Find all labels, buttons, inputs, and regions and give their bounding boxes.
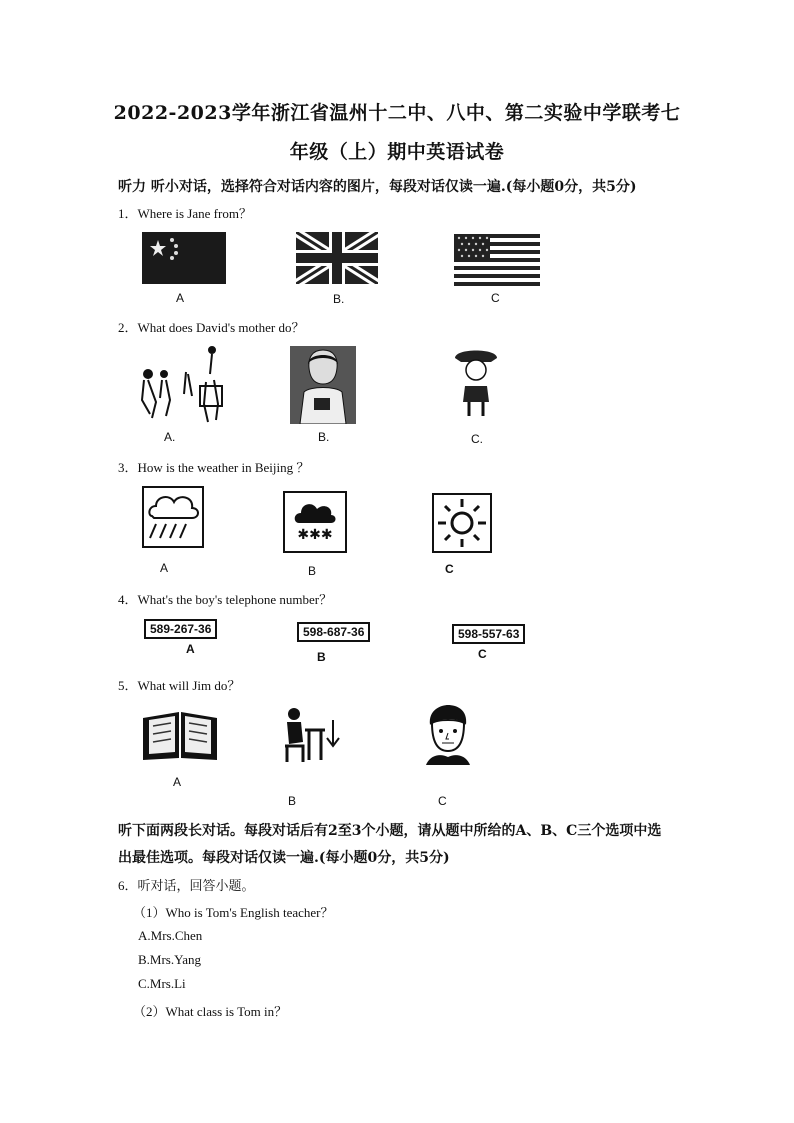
choice-c: C.Mrs.Li (138, 976, 186, 991)
question-6-sub2: （2）What class is Tom in？ (133, 1004, 288, 1019)
q5-option-b: B (288, 794, 297, 808)
q4-option-a: A (186, 642, 195, 656)
q1-option-b: B. (333, 292, 345, 306)
rainy-icon (142, 486, 204, 548)
section1-header: 听力 听小对话，选择符合对话内容的图片，每段对话仅读一遍.(每小题0分，共5分) (118, 179, 637, 195)
q2-option-b: B. (318, 430, 330, 444)
q3-option-b: B (308, 564, 317, 578)
q5-option-c: C (438, 794, 447, 808)
question-5: 5．What will Jim do？ (118, 678, 241, 693)
choice-a: A.Mrs.Chen (138, 928, 203, 943)
snowy-icon (283, 491, 347, 553)
teacher-icon (290, 346, 356, 424)
desk-icon (281, 706, 341, 764)
q1-option-c: C (491, 291, 500, 305)
question-4: 4．What's the boy's telephone number？ (118, 592, 333, 607)
question-6: 6．听对话，回答小题。 (118, 878, 255, 893)
choice-b: B.Mrs.Yang (138, 952, 201, 967)
question-1: 1．Where is Jane from？ (118, 206, 252, 221)
q4-option-b: B (317, 650, 326, 664)
q3-option-c: C (445, 562, 454, 576)
q1-option-a: A (176, 291, 185, 305)
question-6-sub1: （1）Who is Tom's English teacher？ (133, 905, 334, 920)
uk-flag-icon (296, 232, 378, 284)
phone-number-b: 598-687-36 (297, 622, 370, 642)
q5-option-a: A (173, 775, 182, 789)
phone-number-a: 589-267-36 (144, 619, 217, 639)
q2-option-a: A. (164, 430, 176, 444)
q4-option-c: C (478, 647, 487, 661)
usa-flag-icon (454, 234, 540, 286)
section2-header-line2: 出最佳选项。每段对话仅读一遍.(每小题0分，共5分) (118, 850, 450, 866)
china-flag-icon (142, 232, 226, 284)
people-icon (136, 344, 226, 426)
face-icon (424, 703, 472, 765)
page-title-line2: 年级（上）期中英语试卷 (289, 141, 505, 163)
q2-option-c: C. (471, 432, 483, 446)
sunny-icon (432, 493, 492, 553)
police-icon (451, 346, 501, 418)
question-2: 2．What does David's mother do？ (118, 320, 305, 335)
q3-option-a: A (160, 561, 169, 575)
page-title-line1: 2022-2023学年浙江省温州十二中、八中、第二实验中学联考七 (113, 102, 681, 124)
question-3: 3．How is the weather in Beijing ？ (118, 460, 310, 475)
book-icon (141, 704, 219, 762)
svg-text:✱✱✱: ✱✱✱ (297, 527, 333, 543)
phone-number-c: 598-557-63 (452, 624, 525, 644)
section2-header-line1: 听下面两段长对话。每段对话后有2至3个小题，请从题中所给的A、B、C三个选项中选 (118, 823, 662, 839)
